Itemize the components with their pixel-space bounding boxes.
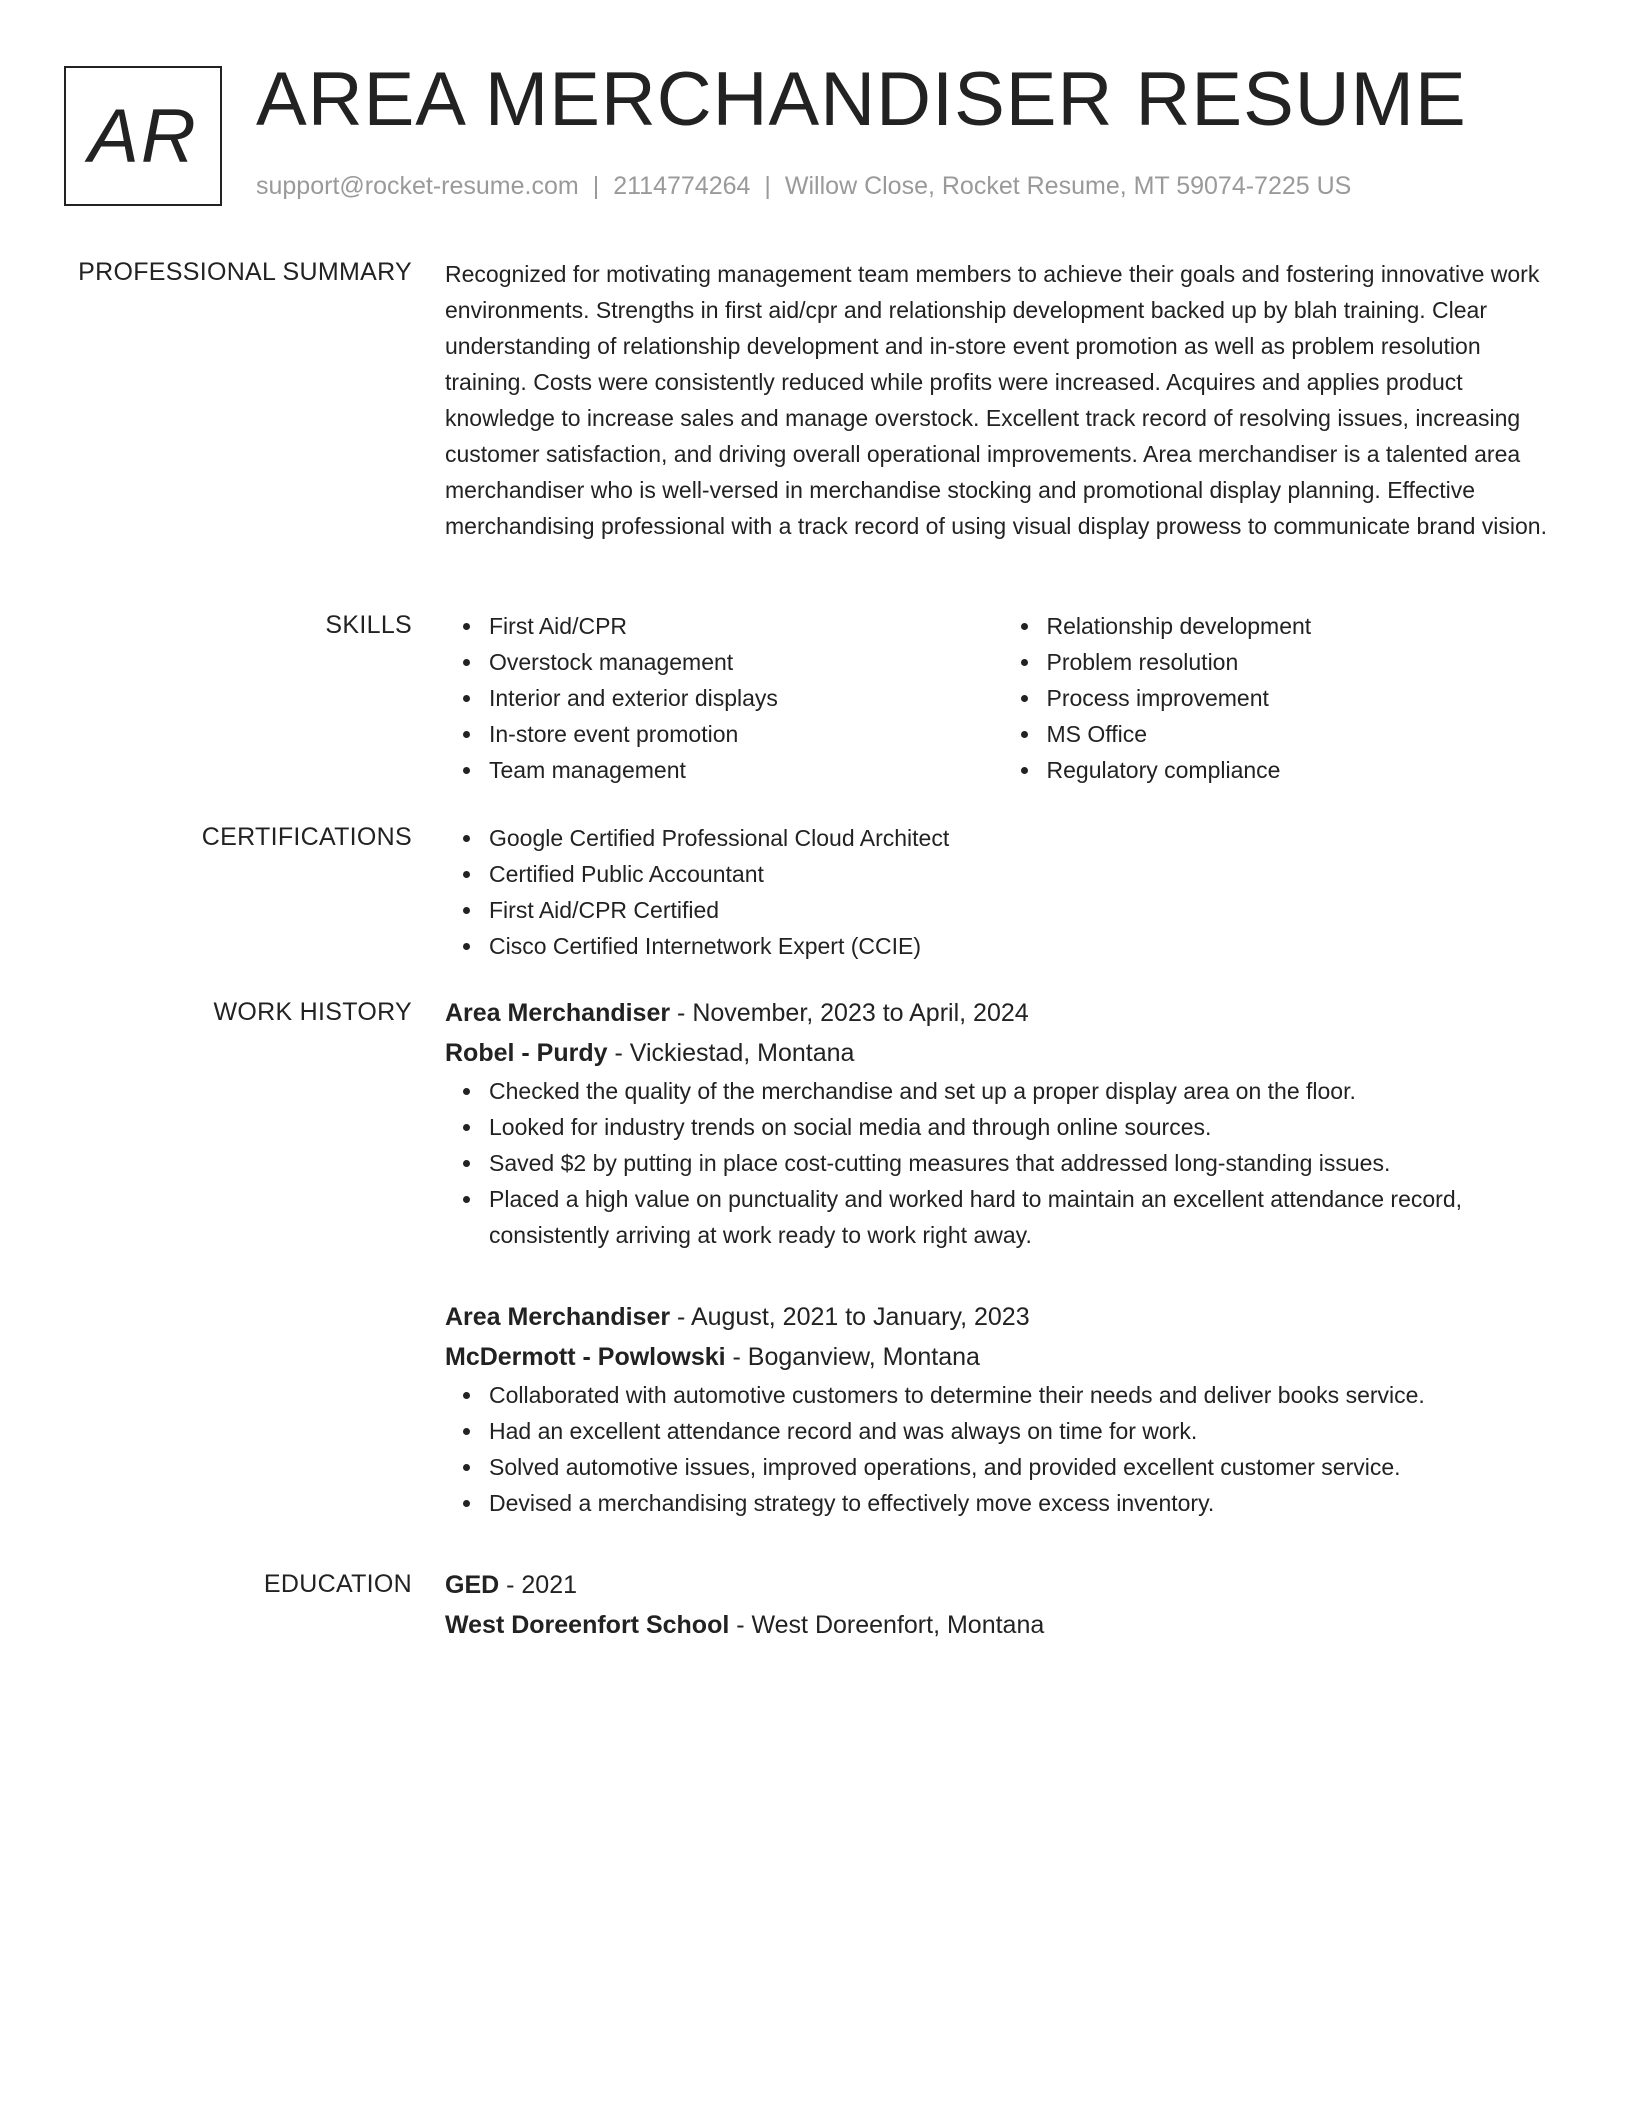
job-dates: - November, 2023 to April, 2024	[670, 999, 1029, 1027]
list-item: Collaborated with automotive customers to determine their needs and deliver books service.	[489, 1377, 1560, 1413]
list-item: Google Certified Professional Cloud Architect	[489, 820, 1560, 856]
list-item: Process improvement	[1047, 680, 1561, 716]
list-item: Saved $2 by putting in place cost-cutting measures that addressed long-standing issues.	[489, 1145, 1560, 1181]
summary-text: Recognized for motivating management team members to achieve their goals and fostering innovative work environments. Strengths in first aid/cpr and relationship development backed up by blah training. Clear understanding of relationship development and in-store event promotion as well as problem resolution training. Costs were consistently reduced while profits were increased. Acquires and applies product knowledge to increase sales and manage overstock. Excellent track record of resolving issues, increasing customer satisfaction, and driving overall operational improvements. Area merchandiser is a talented area merchandiser who is well-versed in merchandise stocking and promotional display planning. Effective merchandising professional with a track record of using visual display prowess to communicate brand vision.	[445, 261, 1547, 539]
contact-line	[256, 172, 1351, 201]
resume-title: AREA MERCHANDISER RESUME	[256, 57, 1467, 142]
contact-separator: |	[592, 172, 600, 200]
list-item: Devised a merchandising strategy to effectively move excess inventory.	[489, 1485, 1560, 1521]
list-item: MS Office	[1047, 716, 1561, 752]
job-entry	[445, 1297, 1560, 1521]
list-item: Solved automotive issues, improved operations, and provided excellent customer service.	[489, 1449, 1560, 1485]
job-location: - Boganview, Montana	[725, 1343, 980, 1371]
monogram-box	[64, 66, 222, 206]
section-label-work-history: WORK HISTORY	[213, 998, 412, 1026]
list-item: Checked the quality of the merchandise and set up a proper display area on the floor.	[489, 1073, 1560, 1109]
job-company: McDermott - Powlowski	[445, 1343, 726, 1371]
education-school-line	[445, 1605, 1560, 1645]
job-title: Area Merchandiser	[445, 999, 671, 1027]
section-label-summary: PROFESSIONAL SUMMARY	[78, 258, 412, 286]
contact-address: Willow Close, Rocket Resume, MT 59074-7225 US	[784, 172, 1352, 200]
job-entry	[445, 993, 1560, 1253]
skills-column-left	[445, 608, 1003, 788]
monogram-initials: AR	[88, 93, 198, 179]
list-item: Looked for industry trends on social media and through online sources.	[489, 1109, 1560, 1145]
list-item: First Aid/CPR Certified	[489, 892, 1560, 928]
education-location: - West Doreenfort, Montana	[729, 1611, 1045, 1639]
job-bullets	[445, 1377, 1560, 1521]
job-company-line	[445, 1337, 1560, 1377]
job-location: - Vickiestad, Montana	[607, 1039, 855, 1067]
list-item: First Aid/CPR	[489, 608, 1003, 644]
job-title: Area Merchandiser	[445, 1303, 671, 1331]
education-school: West Doreenfort School	[445, 1611, 730, 1639]
contact-phone[interactable]: 2114774264	[613, 172, 751, 200]
contact-email[interactable]: support@rocket-resume.com	[256, 172, 579, 200]
job-bullets	[445, 1073, 1560, 1253]
certifications-list	[445, 820, 1560, 964]
education-entry	[445, 1565, 1560, 1645]
section-label-education: EDUCATION	[263, 1570, 412, 1598]
list-item: Team management	[489, 752, 1003, 788]
list-item: Certified Public Accountant	[489, 856, 1560, 892]
section-label-certifications: CERTIFICATIONS	[201, 823, 412, 851]
job-dates: - August, 2021 to January, 2023	[670, 1303, 1030, 1331]
section-label-skills: SKILLS	[325, 611, 412, 639]
contact-separator: |	[764, 172, 771, 200]
education-degree: GED	[445, 1571, 500, 1599]
list-item: Cisco Certified Internetwork Expert (CCIE)	[489, 928, 1560, 964]
education-degree-line	[445, 1565, 1560, 1605]
skills-list	[445, 608, 1560, 788]
list-item: In-store event promotion	[489, 716, 1003, 752]
list-item: Interior and exterior displays	[489, 680, 1003, 716]
list-item: Had an excellent attendance record and was always on time for work.	[489, 1413, 1560, 1449]
list-item: Placed a high value on punctuality and worked hard to maintain an excellent attendance record, consistently arriving at work ready to work right away.	[489, 1181, 1560, 1253]
list-item: Relationship development	[1047, 608, 1561, 644]
list-item: Problem resolution	[1047, 644, 1561, 680]
list-item: Overstock management	[489, 644, 1003, 680]
education-year: - 2021	[499, 1571, 578, 1599]
job-company-line	[445, 1033, 1560, 1073]
list-item: Regulatory compliance	[1047, 752, 1561, 788]
skills-column-right	[1003, 608, 1561, 788]
job-title-line	[445, 993, 1560, 1033]
job-company: Robel - Purdy	[445, 1039, 608, 1067]
job-title-line	[445, 1297, 1560, 1337]
